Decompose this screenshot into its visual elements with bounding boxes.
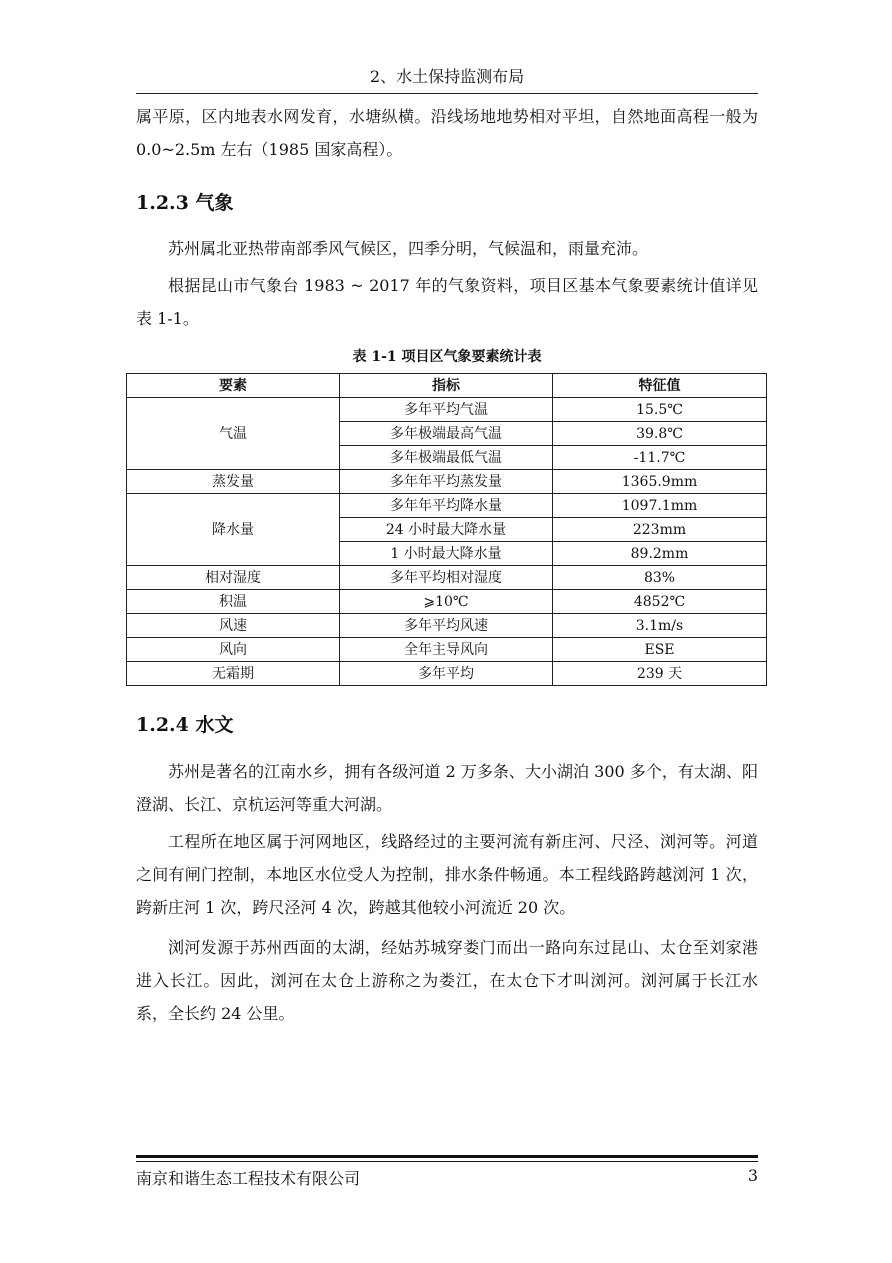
table-caption: 表 1-1 项目区气象要素统计表	[352, 349, 542, 365]
indicator-cell: 多年平均气温	[340, 398, 553, 422]
value-cell: 83%	[553, 566, 767, 590]
table-header-row	[127, 374, 767, 398]
element-cell: 无霜期	[127, 662, 340, 686]
element-cell: 风向	[127, 638, 340, 662]
element-cell: 积温	[127, 590, 340, 614]
table-row	[127, 494, 767, 518]
value-cell: 223mm	[553, 518, 767, 542]
paragraph-rivers-crossed: 工程所在地区属于河网地区，线路经过的主要河流有新庄河、尺泾、浏河等。河道之间有闸门控制，本地区水位受人为控制，排水条件畅通。本工程线路跨越浏河 1 次，跨新庄河 1 次，跨尺泾河 4 次，跨越其他较小河流近 20 次。	[136, 832, 758, 917]
header-divider	[136, 93, 758, 94]
table-row	[127, 614, 767, 638]
indicator-cell: 多年年平均降水量	[340, 494, 553, 518]
indicator-cell: 多年平均相对湿度	[340, 566, 553, 590]
value-cell: 1365.9mm	[553, 470, 767, 494]
element-cell: 风速	[127, 614, 340, 638]
indicator-cell: 多年平均	[340, 662, 553, 686]
table-header-cell: 要素	[127, 374, 340, 398]
element-cell: 气温	[127, 398, 340, 470]
page-header-title: 2、水土保持监测布局	[369, 67, 525, 86]
paragraph-terrain: 属平原，区内地表水网发育，水塘纵横。沿线场地地势相对平坦，自然地面高程一般为 0.0~2.5m 左右（1985 国家高程）。	[136, 107, 758, 159]
value-cell: ESE	[553, 638, 767, 662]
footer-divider-thin	[136, 1161, 758, 1162]
value-cell: 89.2mm	[553, 542, 767, 566]
element-cell: 降水量	[127, 494, 340, 566]
footer-company-name: 南京和谐生态工程技术有限公司	[136, 1169, 361, 1188]
indicator-cell: 全年主导风向	[340, 638, 553, 662]
table-row	[127, 662, 767, 686]
indicator-cell: 1 小时最大降水量	[340, 542, 553, 566]
indicator-cell: 多年极端最低气温	[340, 446, 553, 470]
element-cell: 相对湿度	[127, 566, 340, 590]
value-cell: 39.8℃	[553, 422, 767, 446]
indicator-cell: 多年年平均蒸发量	[340, 470, 553, 494]
indicator-cell: 多年平均风速	[340, 614, 553, 638]
paragraph-climate-overview: 苏州属北亚热带南部季风气候区，四季分明，气候温和，雨量充沛。	[168, 239, 649, 258]
paragraph-liuhe-river: 浏河发源于苏州西面的太湖，经姑苏城穿娄门而出一路向东过昆山、太仓至刘家港进入长江。因此，浏河在太仓上游称之为娄江，在太仓下才叫浏河。浏河属于长江水系，全长约 24 公里。	[136, 938, 758, 1023]
table-header-cell: 特征值	[553, 374, 767, 398]
value-cell: 3.1m/s	[553, 614, 767, 638]
indicator-cell: ⩾10℃	[340, 590, 553, 614]
table-row	[127, 590, 767, 614]
section-heading-climate: 1.2.3 气象	[136, 192, 234, 214]
table-row	[127, 398, 767, 422]
value-cell: 1097.1mm	[553, 494, 767, 518]
table-header-cell: 指标	[340, 374, 553, 398]
table-row	[127, 638, 767, 662]
table-row	[127, 470, 767, 494]
value-cell: -11.7℃	[553, 446, 767, 470]
value-cell: 239 天	[553, 662, 767, 686]
page-number: 3	[747, 1166, 758, 1185]
paragraph-climate-source: 根据昆山市气象台 1983 ~ 2017 年的气象资料，项目区基本气象要素统计值详见表 1-1。	[136, 276, 758, 328]
paragraph-hydrology-overview: 苏州是著名的江南水乡，拥有各级河道 2 万多条、大小湖泊 300 多个，有太湖、阳澄湖、长江、京杭运河等重大河湖。	[136, 762, 758, 814]
indicator-cell: 24 小时最大降水量	[340, 518, 553, 542]
section-heading-hydrology: 1.2.4 水文	[136, 714, 234, 736]
footer-divider-thick	[136, 1155, 758, 1158]
value-cell: 4852℃	[553, 590, 767, 614]
value-cell: 15.5℃	[553, 398, 767, 422]
indicator-cell: 多年极端最高气温	[340, 422, 553, 446]
element-cell: 蒸发量	[127, 470, 340, 494]
climate-table	[126, 373, 767, 686]
table-row	[127, 566, 767, 590]
